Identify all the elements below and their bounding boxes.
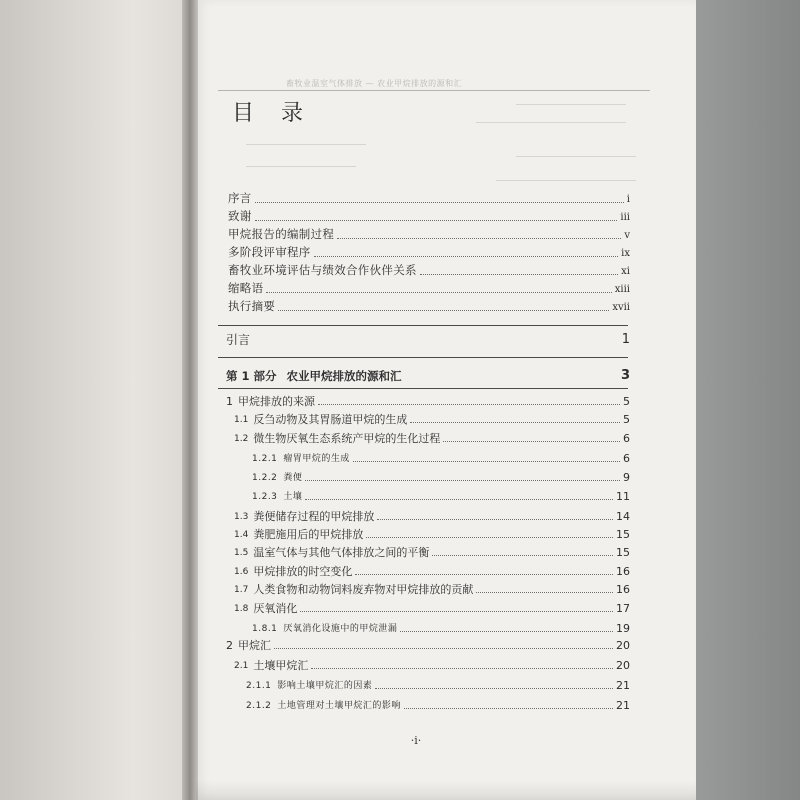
toc-entry-number: 2.1.1 xyxy=(246,681,272,691)
toc-entry-number: 1.6 xyxy=(234,567,249,577)
dot-leader xyxy=(300,611,613,612)
toc-entry-number: 2.1 xyxy=(234,661,249,671)
toc-entry-section-1-2[interactable] xyxy=(234,433,630,444)
toc-entry-page: 20 xyxy=(616,659,630,672)
toc-entry-label: 甲烷报告的编制过程 xyxy=(228,227,335,241)
toc-entry-page: 11 xyxy=(616,490,630,503)
toc-entry-review-process[interactable] xyxy=(228,247,630,259)
toc-entry-label: 甲烷汇 xyxy=(238,639,271,652)
dot-leader xyxy=(255,202,624,203)
toc-entry-section-2-1[interactable] xyxy=(234,660,630,671)
toc-entry-page: 9 xyxy=(623,471,630,484)
toc-entry-subsection-1-2-2[interactable] xyxy=(252,472,630,483)
toc-entry-label: 微生物厌氧生态系统产甲烷的生化过程 xyxy=(253,432,441,445)
toc-entry-label: 瘤胃甲烷的生成 xyxy=(283,454,350,464)
toc-entry-label: 多阶段评审程序 xyxy=(228,245,311,259)
toc-entry-number: 1 xyxy=(226,395,233,408)
toc-entry-number: 1.2 xyxy=(234,434,249,444)
toc-entry-number: 1.4 xyxy=(234,530,249,540)
toc-entry-preface[interactable] xyxy=(228,193,630,205)
toc-entry-subsection-1-8-1[interactable] xyxy=(252,623,630,634)
toc-entry-page: iii xyxy=(620,211,630,223)
toc-entry-label: 反刍动物及其胃肠道甲烷的生成 xyxy=(253,413,408,426)
toc-entry-label: 粪肥施用后的甲烷排放 xyxy=(253,528,364,541)
dot-leader xyxy=(432,555,613,556)
toc-entry-label: 序言 xyxy=(228,191,252,205)
section-rule xyxy=(218,388,628,389)
toc-entry-label: 土地管理对土壤甲烷汇的影响 xyxy=(277,701,401,711)
toc-entry-page: 6 xyxy=(623,452,630,465)
toc-entry-page: xiii xyxy=(614,283,630,295)
toc-entry-section-1-8[interactable] xyxy=(234,603,630,614)
toc-entry-section-1-5[interactable] xyxy=(234,547,630,558)
dot-leader xyxy=(420,274,618,275)
dot-leader xyxy=(377,519,613,520)
dot-leader xyxy=(274,648,613,649)
toc-entry-partnership[interactable] xyxy=(228,265,630,277)
toc-entry-label: 缩略语 xyxy=(228,281,264,295)
toc-entry-section-1-7[interactable] xyxy=(234,584,630,595)
toc-entry-page: 15 xyxy=(616,528,630,541)
dot-leader xyxy=(337,238,621,239)
toc-entry-page: 3 xyxy=(620,368,630,383)
toc-entry-page: ix xyxy=(621,247,630,259)
dot-leader xyxy=(375,688,613,689)
toc-entry-label: 甲烷排放的来源 xyxy=(238,395,315,408)
toc-entry-label: 粪便储存过程的甲烷排放 xyxy=(253,510,375,523)
dot-leader xyxy=(410,422,620,423)
toc-entry-number: 1.1 xyxy=(234,415,249,425)
toc-entry-number: 2 xyxy=(226,639,233,652)
toc-entry-label: 温室气体与其他气体排放之间的平衡 xyxy=(253,546,430,559)
toc-entry-executive-summary[interactable] xyxy=(228,301,630,313)
toc-title: 目 录 xyxy=(232,101,313,126)
toc-entry-page: v xyxy=(624,229,630,241)
page-shadow xyxy=(196,780,696,800)
toc-entry-label: 引言 xyxy=(226,333,251,347)
dot-leader xyxy=(318,404,620,405)
dot-leader xyxy=(305,480,620,481)
toc-entry-section-1-4[interactable] xyxy=(234,529,630,540)
toc-entry-page: 21 xyxy=(616,699,630,712)
dot-leader xyxy=(311,668,613,669)
toc-entry-number: 1.3 xyxy=(234,512,249,522)
dot-leader xyxy=(255,220,618,221)
toc-entry-label: 畜牧业环境评估与绩效合作伙伴关系 xyxy=(228,263,417,277)
dot-leader xyxy=(476,592,613,593)
toc-entry-label: 厌氧消化设施中的甲烷泄漏 xyxy=(283,624,398,634)
toc-entry-chapter-2[interactable] xyxy=(226,640,630,651)
toc-entry-page: 5 xyxy=(623,413,630,426)
toc-entry-section-1-1[interactable] xyxy=(234,414,630,425)
toc-entry-label: 土壤甲烷汇 xyxy=(253,659,309,672)
toc-entry-page: 15 xyxy=(616,546,630,559)
dot-leader xyxy=(355,574,613,575)
toc-entry-label: 致谢 xyxy=(228,209,252,223)
toc-entry-number: 2.1.2 xyxy=(246,701,272,711)
toc-entry-subsection-2-1-2[interactable] xyxy=(246,700,630,711)
section-rule xyxy=(218,357,628,358)
book-gutter xyxy=(182,0,198,800)
toc-entry-label: 粪便 xyxy=(283,473,303,483)
facing-page xyxy=(0,0,190,800)
toc-entry-subsection-2-1-1[interactable] xyxy=(246,680,630,691)
dot-leader xyxy=(366,537,613,538)
toc-entry-introduction[interactable] xyxy=(226,333,630,346)
toc-entry-label: 农业甲烷排放的源和汇 xyxy=(286,368,402,383)
toc-entry-page: 20 xyxy=(616,639,630,652)
running-header: 畜牧业温室气体排放 — 农业甲烷排放的源和汇 xyxy=(286,79,463,88)
dot-leader xyxy=(443,441,620,442)
section-rule xyxy=(218,325,628,326)
toc-entry-label: 厌氧消化 xyxy=(253,602,298,615)
dot-leader xyxy=(400,631,613,632)
toc-entry-number: 1.8 xyxy=(234,604,249,614)
toc-entry-page: 16 xyxy=(616,583,630,596)
toc-entry-page: 17 xyxy=(616,602,630,615)
toc-entry-label: 土壤 xyxy=(283,492,303,502)
toc-entry-subsection-1-2-1[interactable] xyxy=(252,453,630,464)
dot-leader xyxy=(266,292,611,293)
toc-entry-label: 人类食物和动物饲料废弃物对甲烷排放的贡献 xyxy=(253,583,474,596)
toc-entry-number: 1.2.1 xyxy=(252,454,278,464)
toc-entry-page: xi xyxy=(621,265,630,277)
toc-entry-section-1-6[interactable] xyxy=(234,566,630,577)
toc-entry-page: xvii xyxy=(612,301,630,313)
dot-leader xyxy=(314,256,619,257)
toc-entry-number: 1.8.1 xyxy=(252,624,278,634)
toc-entry-page: 5 xyxy=(623,395,630,408)
toc-entry-report-preparation[interactable] xyxy=(228,229,630,241)
toc-entry-label: 执行摘要 xyxy=(228,299,276,313)
dot-leader xyxy=(353,461,620,462)
toc-entry-subsection-1-2-3[interactable] xyxy=(252,491,630,502)
dot-leader xyxy=(404,708,613,709)
toc-entry-page: 6 xyxy=(623,432,630,445)
background-surface xyxy=(690,0,800,800)
dot-leader xyxy=(278,310,609,311)
toc-entry-acknowledgements[interactable] xyxy=(228,211,630,223)
toc-entry-number: 1.7 xyxy=(234,585,249,595)
toc-entry-part-1[interactable] xyxy=(226,369,630,382)
toc-entry-page: i xyxy=(626,193,630,205)
dot-leader xyxy=(305,499,613,500)
toc-entry-label: 甲烷排放的时空变化 xyxy=(253,565,353,578)
toc-entry-page: 16 xyxy=(616,565,630,578)
part-number: 第 1 部分 xyxy=(226,368,277,383)
toc-entry-page: 1 xyxy=(621,332,630,347)
page-number: ·i· xyxy=(410,734,422,747)
header-rule xyxy=(218,90,650,91)
toc-entry-page: 14 xyxy=(616,510,630,523)
toc-entry-page: 21 xyxy=(616,679,630,692)
toc-entry-abbreviations[interactable] xyxy=(228,283,630,295)
toc-entry-number: 1.2.2 xyxy=(252,473,278,483)
toc-entry-section-1-3[interactable] xyxy=(234,511,630,522)
toc-entry-page: 19 xyxy=(616,622,630,635)
book-page xyxy=(196,0,696,800)
toc-entry-label: 影响土壤甲烷汇的因素 xyxy=(277,681,373,691)
toc-entry-chapter-1[interactable] xyxy=(226,396,630,407)
toc-entry-number: 1.2.3 xyxy=(252,492,278,502)
toc-entry-number: 1.5 xyxy=(234,548,249,558)
